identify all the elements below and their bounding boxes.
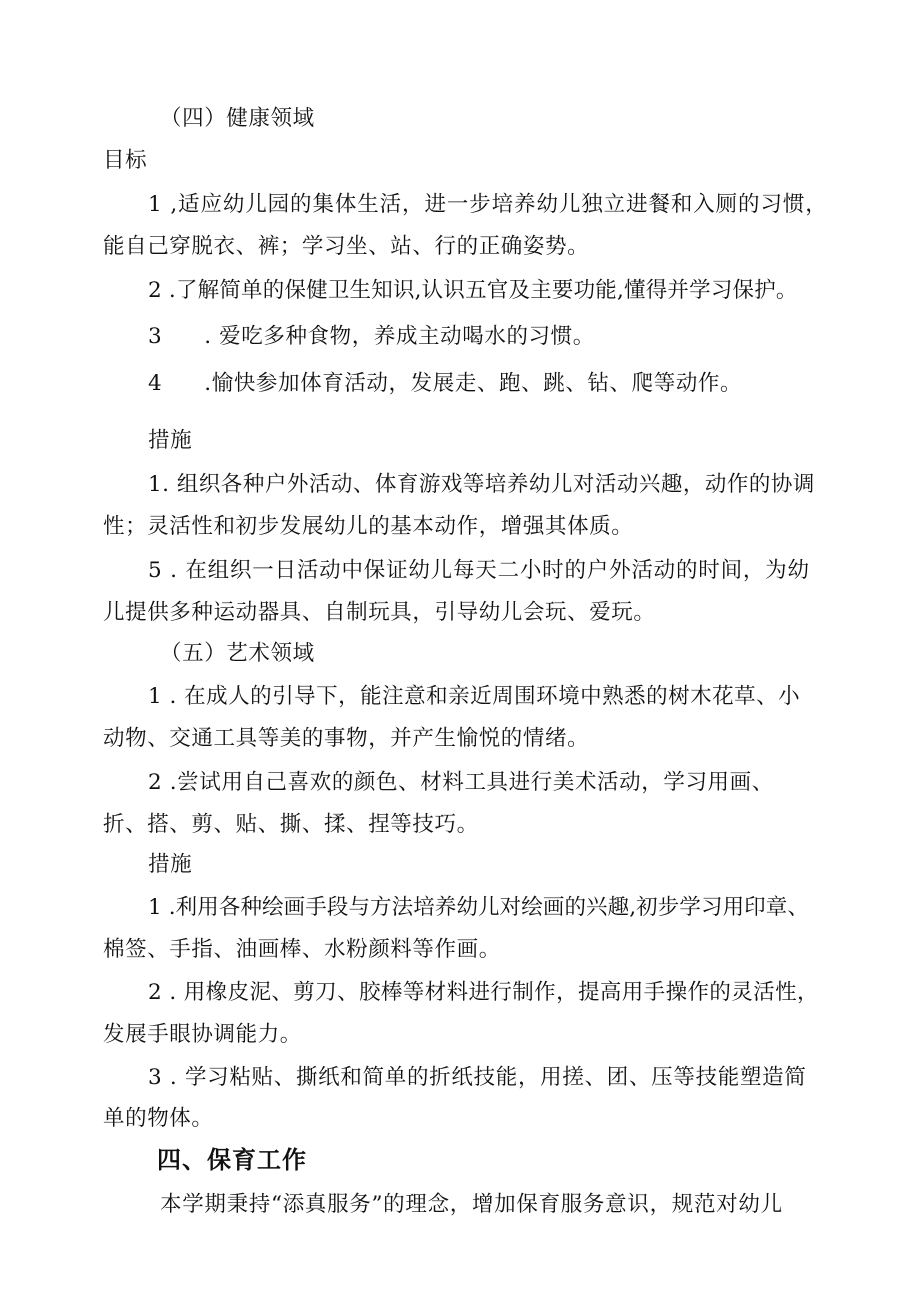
health-goal-3 <box>148 322 595 352</box>
art-measure-1-line1: 1 .利用各种绘画手段与方法培养幼儿对绘画的兴趣,初步学习用印章、 <box>148 895 809 920</box>
health-measure-2-line2: 儿提供多种运动器具、自制玩具，引导幼儿会玩、爱玩。 <box>103 600 656 625</box>
art-goal-2-line1: 2 .尝试用自己喜欢的颜色、材料工具进行美术活动，学习用画、 <box>148 770 774 795</box>
art-measure-1-line2: 棉签、手指、油画棒、水粉颜料等作画。 <box>103 937 501 962</box>
health-section-heading: （四）健康领域 <box>160 106 315 131</box>
health-goal-3-text: . 爱吃多种食物，养成主动喝水的习惯。 <box>204 324 595 349</box>
art-measure-2-line2: 发展手眼协调能力。 <box>103 1022 302 1047</box>
health-goal-4-text: .愉快参加体育活动，发展走、跑、跳、钻、爬等动作。 <box>204 371 743 396</box>
health-measure-label: 措施 <box>148 428 193 453</box>
art-measure-3-line2: 单的物体。 <box>103 1106 214 1131</box>
art-goal-2-line2: 折、搭、剪、贴、撕、揉、捏等技巧。 <box>103 812 479 837</box>
art-section-heading: （五）艺术领域 <box>160 641 315 666</box>
art-measure-3-line1: 3 . 学习粘贴、撕纸和简单的折纸技能，用搓、团、压等技能塑造简 <box>148 1065 807 1090</box>
health-measure-2-line1: 5 . 在组织一日活动中保证幼儿每天二小时的户外活动的时间，为幼 <box>148 558 810 583</box>
health-goal-1-line1: 1 ,适应幼儿园的集体生活，进一步培养幼儿独立进餐和入厕的习惯， <box>148 192 828 217</box>
art-goal-1-line1: 1 . 在成人的引导下，能注意和亲近周围环境中熟悉的树木花草、小 <box>148 684 801 709</box>
art-measure-label: 措施 <box>148 852 193 877</box>
health-goal-3-number: 3 <box>148 324 163 349</box>
health-goal-4 <box>148 369 742 399</box>
health-measure-1-line1: 1. 组织各种户外活动、体育游戏等培养幼儿对活动兴趣，动作的协调 <box>148 472 815 497</box>
art-goal-1-line2: 动物、交通工具等美的事物，并产生愉悦的情绪。 <box>103 726 590 751</box>
care-paragraph-1: 本学期秉持“添真服务”的理念，增加保育服务意识，规范对幼儿 <box>160 1192 783 1217</box>
health-goal-1-line2: 能自己穿脱衣、裤；学习坐、站、行的正确姿势。 <box>103 234 590 259</box>
health-goal-label: 目标 <box>103 148 148 173</box>
care-section-heading: 四、保育工作 <box>157 1146 307 1174</box>
art-measure-2-line1: 2 . 用橡皮泥、剪刀、胶棒等材料进行制作，提高用手操作的灵活性， <box>148 980 819 1005</box>
health-measure-1-line2: 性；灵活性和初步发展幼儿的基本动作，增强其体质。 <box>103 514 634 539</box>
health-goal-4-number: 4 <box>148 371 163 396</box>
health-goal-2: 2 .了解简单的保健卫生知识,认识五官及主要功能,懂得并学习保护。 <box>148 278 798 303</box>
